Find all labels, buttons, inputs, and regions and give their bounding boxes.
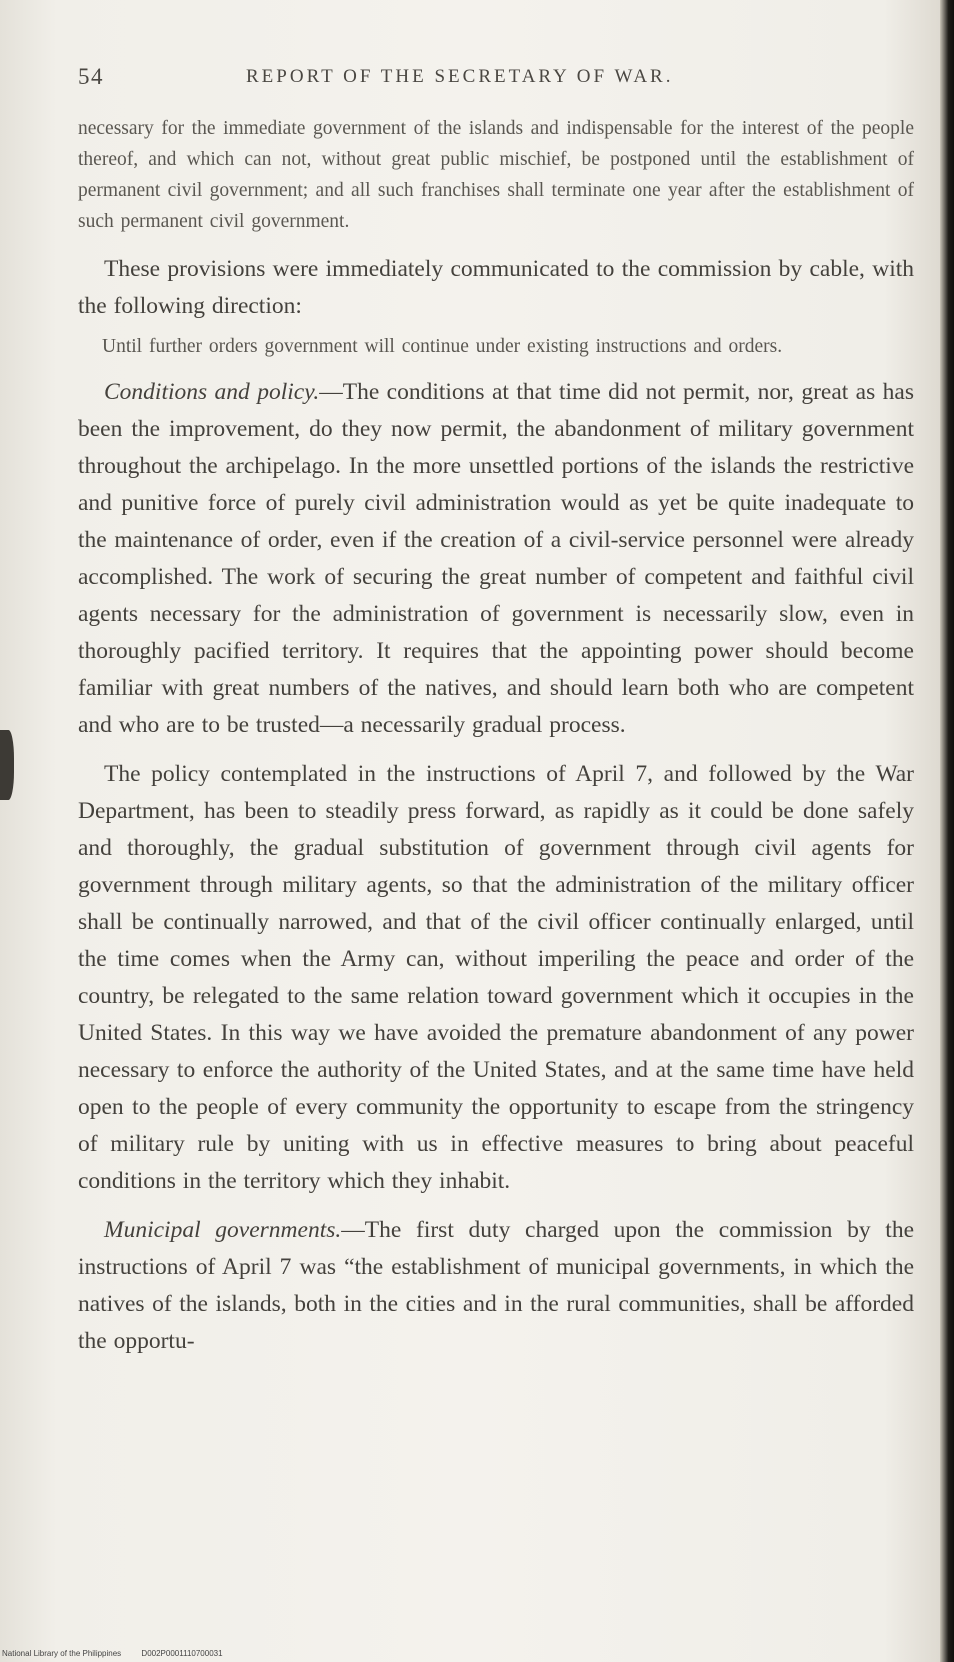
section-lead-conditions: Conditions and policy.	[104, 379, 320, 405]
paragraph-municipal-text: —The first duty charged upon the commission by the instructions of April 7 was “the establishment of municipal governments, in which the natives of the islands, both in the cities and in the rural communities, shall be afforded the opportu-	[78, 1217, 914, 1354]
scan-footer	[2, 1649, 241, 1658]
page-content	[78, 113, 914, 1360]
paragraph-conditions-policy	[78, 374, 914, 744]
footer-code: D002P0001110700031	[141, 1649, 223, 1658]
binding-shadow	[0, 730, 14, 800]
page-edge-shadow	[940, 0, 954, 1662]
paragraph-provisions: These provisions were immediately communicated to the commission by cable, with the following direction:	[78, 256, 914, 319]
paragraph-municipal	[78, 1212, 914, 1360]
running-head: REPORT OF THE SECRETARY OF WAR.	[246, 66, 674, 87]
page-header	[78, 64, 918, 100]
paragraph-policy: The policy contemplated in the instructions of April 7, and followed by the War Department, has been to steadily press forward, as rapidly as it could be done safely and thoroughly, the gradual substitution of government through civil agents for government through military agents, so that the administration of the military officer shall be continually narrowed, and that of the civil officer continually enlarged, until the time comes when the Army can, without imperiling the peace and order of the country, be relegated to the same relation toward government which it occupies in the United States. In this way we have avoided the premature abandonment of any power necessary to enforce the authority of the United States, and at the same time have held open to the people of every community the opportunity to escape from the stringency of military rule by uniting with us in effective measures to bring about peaceful conditions in the territory which they inhabit.	[78, 761, 914, 1194]
paragraph-cable-quote: Until further orders government will continue under existing instructions and orders.	[102, 336, 783, 357]
paragraph-statute-continuation: necessary for the immediate government of the islands and indispensable for the interest of the people thereof, and which can not, without great public mischief, be postponed until the establishment of permanent civil government; and all such franchises shall terminate one year after the establishment of such permanent civil government.	[78, 118, 914, 232]
paragraph-conditions-text: —The conditions at that time did not permit, nor, great as has been the improvement, do they now permit, the abandonment of military government throughout the archipelago. In the more unsettled portions of the islands the restrictive and punitive force of purely civil administration would as yet be quite inadequate to the maintenance of order, even if the creation of a civil-service personnel were already accomplished. The work of securing the great number of competent and faithful civil agents necessary for the administration of government is necessarily slow, even in thoroughly pacified territory. It requires that the appointing power should become familiar with great numbers of the natives, and should learn both who are competent and who are to be trusted—a necessarily gradual process.	[78, 379, 914, 738]
section-lead-municipal: Municipal governments.	[104, 1217, 342, 1243]
page-number: 54	[78, 64, 104, 89]
footer-library: National Library of the Philippines	[2, 1649, 122, 1658]
